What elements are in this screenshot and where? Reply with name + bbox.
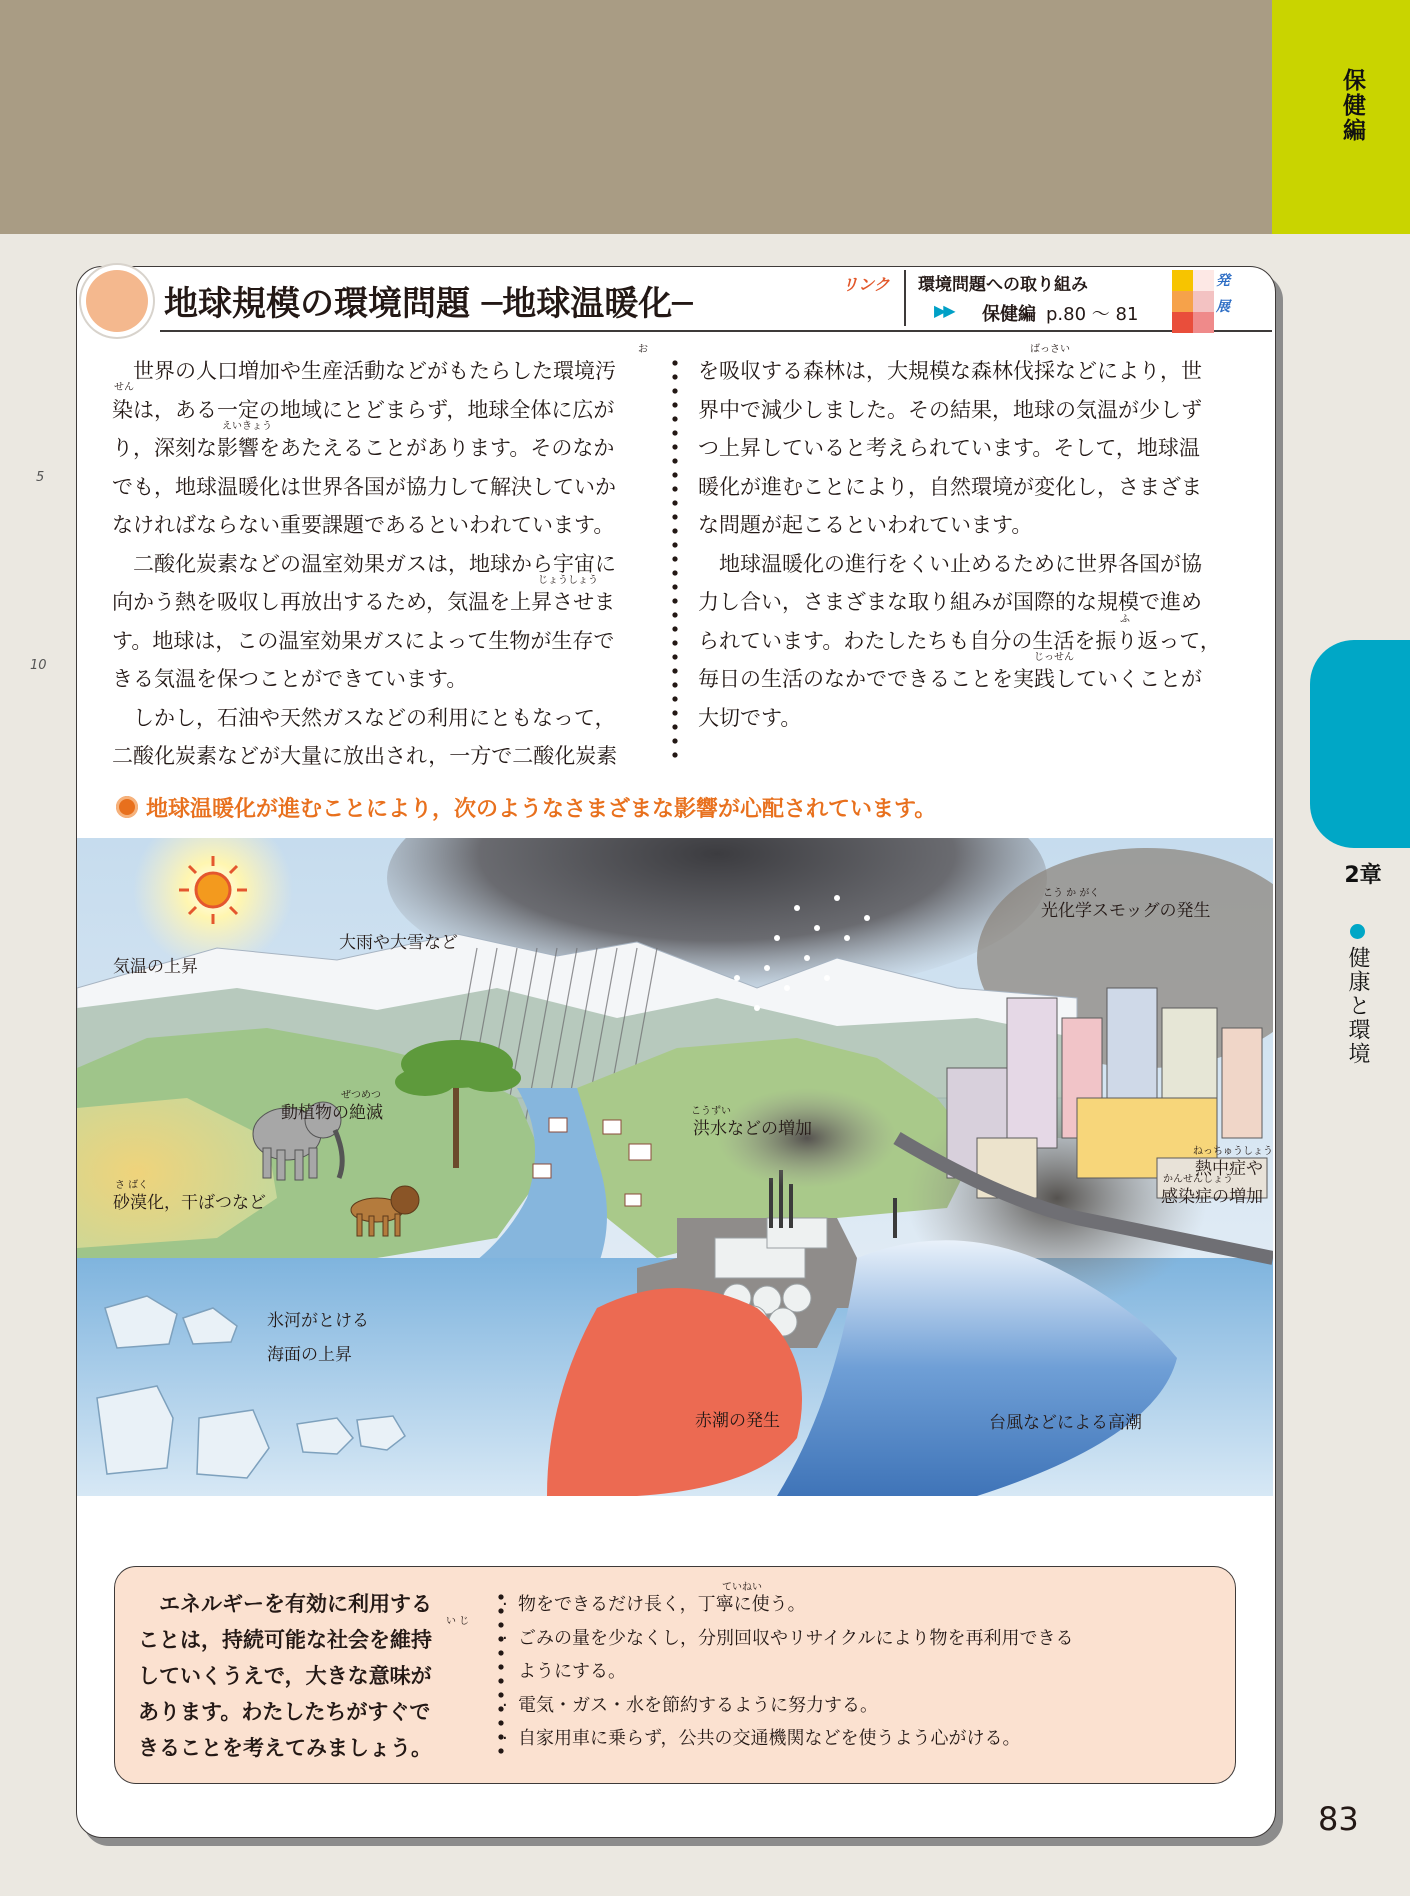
body-line: 毎日の生活のなかでできることを実践していくことが xyxy=(698,667,1202,691)
summary-lead-line: あります。わたしたちがすぐで xyxy=(138,1700,431,1724)
badge-square-icon xyxy=(1193,312,1214,333)
body-line: られています。わたしたちも自分の生活を振り返って， xyxy=(698,628,1221,653)
link-ref-book: 保健編 xyxy=(982,304,1036,325)
ruby: こう か がく xyxy=(1043,888,1100,899)
body-line: 二酸化炭素などの温室効果ガスは，地球から宇宙に xyxy=(133,551,616,576)
line-number-5: 5 xyxy=(36,470,45,485)
summary-item: · ごみの量を少なくし，分別回収やリサイクルにより物を再利用できる xyxy=(502,1622,1073,1656)
body-line: 向かう熱を吸収し再放出するため，気温を上昇させま xyxy=(112,590,616,614)
body-line: なければならない重要課題であるといわれています。 xyxy=(112,513,615,537)
column-separator xyxy=(672,356,678,760)
ruby: ねっちゅうしょう xyxy=(1193,1146,1273,1157)
line-number-10: 10 xyxy=(30,658,47,673)
summary-lead xyxy=(138,1586,484,1766)
ruby: じっせん xyxy=(1034,652,1074,663)
body-line: を吸収する森林は，大規模な森林伐採などにより，世 xyxy=(698,359,1202,383)
badge-square-icon xyxy=(1172,291,1193,312)
ruby: えいきょう xyxy=(222,421,272,432)
summary-list xyxy=(502,1588,1073,1756)
label-heatstroke: 熱中症や xyxy=(1195,1159,1263,1179)
label-smog: 光化学スモッグの発生 xyxy=(1041,901,1211,921)
label-sea-level-rise: 海面の上昇 xyxy=(267,1345,352,1365)
summary-lead-line: エネルギーを有効に利用する xyxy=(159,1592,432,1616)
body-line: つ上昇していると考えられています。そして，地球温 xyxy=(698,436,1200,460)
link-label: リンク xyxy=(842,275,890,294)
ruby: こうずい xyxy=(691,1106,731,1117)
ruby: ぜつめつ xyxy=(341,1090,381,1101)
summary-item: · 物をできるだけ長く，丁寧に使う。 xyxy=(502,1588,1073,1622)
summary-lead-line: ことは，持続可能な社会を維持 xyxy=(138,1628,432,1652)
badge-square-icon xyxy=(1172,270,1193,291)
body-line: 大切です。 xyxy=(698,705,802,730)
label-red-tide: 赤潮の発生 xyxy=(695,1411,780,1431)
chapter-bullet-icon xyxy=(1350,924,1365,939)
ruby: お xyxy=(638,344,648,355)
body-line: な問題が起こるといわれています。 xyxy=(698,513,1033,537)
ruby: じょうしょう xyxy=(538,575,598,586)
body-line: しかし，石油や天然ガスなどの利用にともなって， xyxy=(133,705,616,730)
label-storm-surge: 台風などによる高潮 xyxy=(989,1413,1142,1433)
ruby: ばっさい xyxy=(1030,344,1070,355)
chapter-tab xyxy=(1310,640,1410,848)
badge-square-icon xyxy=(1172,312,1193,333)
body-line: 世界の人口増加や生産活動などがもたらした環境汚 xyxy=(133,359,616,383)
link-ref-pages: p.80 ～ 81 xyxy=(1046,304,1139,325)
ruby: せん xyxy=(114,382,134,393)
summary-lead-line: きることを考えてみましょう。 xyxy=(138,1736,432,1760)
illustration-art xyxy=(77,838,1273,1496)
global-warming-illustration xyxy=(77,838,1273,1496)
label-temperature-rise: 気温の上昇 xyxy=(113,957,198,977)
title-circle-icon xyxy=(86,270,148,332)
label-glacier-melt: 氷河がとける xyxy=(267,1311,369,1331)
body-line: 界中で減少しました。その結果，地球の気温が少しず xyxy=(698,397,1202,422)
label-heavy-rain: 大雨や大雪など xyxy=(339,933,458,953)
body-line: り，深刻な影響をあたえることがあります。そのなか xyxy=(112,436,615,460)
badge-square-icon xyxy=(1193,291,1214,312)
title-rule xyxy=(160,330,1272,332)
body-left-column xyxy=(112,352,672,776)
label-desertification: 砂漠化，干ばつなど xyxy=(113,1193,266,1213)
body-right-column xyxy=(698,352,1258,737)
summary-item-text: ようにする。 xyxy=(518,1661,626,1682)
body-line: す。地球は，この温室効果ガスによって生物が生存で xyxy=(112,628,615,653)
page-number: 83 xyxy=(1318,1800,1359,1838)
chapter-title: 健康と環境 xyxy=(1345,946,1370,1066)
ruby: い じ xyxy=(446,1616,470,1627)
link-title: 環境問題への取り組み xyxy=(918,275,1088,295)
ruby: ていねい xyxy=(722,1582,762,1593)
summary-lead-line: していくうえで，大きな意味が xyxy=(138,1664,432,1688)
body-line: きる気温を保つことができています。 xyxy=(112,667,468,691)
badge-square-icon xyxy=(1193,270,1214,291)
link-reference[interactable] xyxy=(982,300,1138,326)
body-line: 地球温暖化の進行をくい止めるために世界各国が協 xyxy=(719,551,1202,576)
chapter-number: 2章 xyxy=(1344,863,1382,888)
section-tab-label: 保健編 xyxy=(1339,68,1365,143)
label-infection: 感染症の増加 xyxy=(1161,1187,1263,1207)
body-line: 力し合い，さまざまな取り組みが国際的な規模で進め xyxy=(698,590,1202,614)
body-line: 暖化が進むことにより，自然環境が変化し，さまざま xyxy=(698,474,1202,499)
illustration-heading: 地球温暖化が進むことにより，次のようなさまざまな影響が心配されています。 xyxy=(146,797,937,822)
summary-item: · 電気・ガス・水を節約するように努力する。 xyxy=(502,1689,1073,1723)
body-line: 染は，ある一定の地域にとどまらず，地球全体に広が xyxy=(112,397,615,422)
page-title: 地球規模の環境問題 ─地球温暖化─ xyxy=(164,284,693,324)
heading-bullet-icon xyxy=(116,796,138,818)
body-line: でも，地球温暖化は世界各国が協力して解決していか xyxy=(112,474,616,499)
summary-item: · 自家用車に乗らず，公共の交通機関などを使うよう心がける。 xyxy=(502,1722,1073,1756)
ruby: ふ xyxy=(1120,614,1130,625)
ruby: かんせんしょう xyxy=(1163,1174,1233,1185)
summary-item-continued xyxy=(502,1655,1073,1689)
badge-ten: 展 xyxy=(1216,299,1230,315)
badge-hatsu: 発 xyxy=(1216,273,1230,289)
link-divider xyxy=(904,270,906,326)
body-line: 二酸化炭素などが大量に放出され，一方で二酸化炭素 xyxy=(112,744,618,768)
top-band xyxy=(0,0,1272,234)
double-arrow-icon: ▶▶ xyxy=(934,301,953,320)
ruby: さ ばく xyxy=(115,1180,149,1191)
label-flood: 洪水などの増加 xyxy=(693,1119,812,1139)
label-extinction: 動植物の絶滅 xyxy=(281,1103,383,1123)
